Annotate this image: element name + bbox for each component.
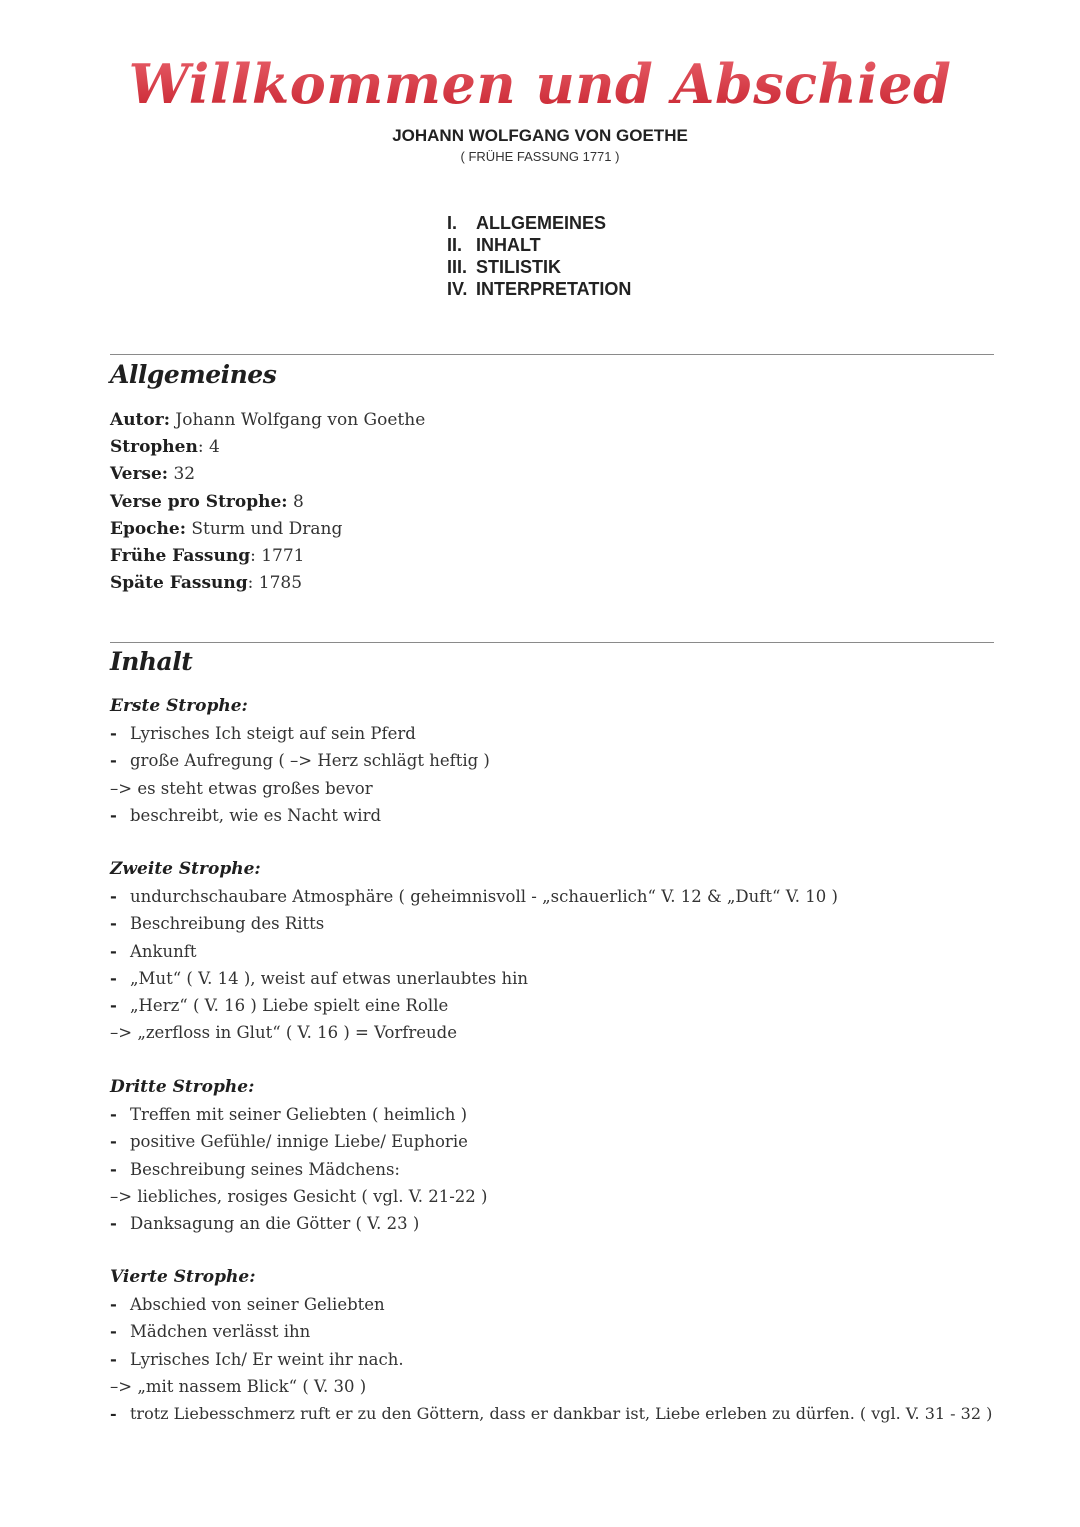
stanza-heading: Vierte Strophe:	[110, 1267, 256, 1287]
list-item: - große Aufregung ( –> Herz schlägt heftig )	[110, 747, 490, 774]
list-item: - Beschreibung des Ritts	[110, 910, 838, 937]
list-item: - Treffen mit seiner Geliebten ( heimlich )	[110, 1101, 488, 1128]
list-item: - Abschied von seiner Geliebten	[110, 1291, 992, 1318]
fact-row: Epoche: Sturm und Drang	[110, 518, 343, 539]
stanza-list	[110, 720, 490, 829]
list-item: –> liebliches, rosiges Gesicht ( vgl. V. 21-22 )	[110, 1186, 488, 1206]
list-item: - Mädchen verlässt ihn	[110, 1318, 992, 1345]
stanza-heading: Dritte Strophe:	[110, 1077, 255, 1097]
list-item: - Beschreibung seines Mädchens:	[110, 1156, 488, 1183]
stanza-list	[110, 1101, 488, 1237]
fact-row: Strophen: 4	[110, 437, 220, 458]
list-item: - trotz Liebesschmerz ruft er zu den Göttern, dass er dankbar ist, Liebe erleben zu dürfen. ( vgl. V. 31 - 32 )	[110, 1400, 992, 1427]
document-title: Willkommen und Abschied	[0, 52, 1080, 116]
fact-row: Autor: Johann Wolfgang von Goethe	[110, 410, 426, 430]
table-of-contents	[447, 212, 631, 300]
stanza-heading: Erste Strophe:	[110, 696, 248, 716]
list-item: - Ankunft	[110, 938, 838, 965]
list-item: - Danksagung an die Götter ( V. 23 )	[110, 1210, 488, 1237]
fact-row: Verse: 32	[110, 464, 196, 485]
list-item: - „Herz“ ( V. 16 ) Liebe spielt eine Rolle	[110, 992, 838, 1019]
list-item: –> es steht etwas großes bevor	[110, 778, 373, 798]
section-title-allgemeines: Allgemeines	[110, 360, 277, 389]
list-item: - Lyrisches Ich/ Er weint ihr nach.	[110, 1346, 992, 1373]
stanza-list	[110, 883, 838, 1046]
facts-list	[110, 407, 425, 597]
fact-row: Verse pro Strophe: 8	[110, 491, 304, 512]
list-item: –> „mit nassem Blick“ ( V. 30 )	[110, 1376, 367, 1396]
list-item: - beschreibt, wie es Nacht wird	[110, 802, 490, 829]
toc-item: IV. INTERPRETATION	[447, 279, 632, 299]
stanza-list	[110, 1291, 992, 1427]
stanza-block	[110, 856, 838, 1046]
list-item: - „Mut“ ( V. 14 ), weist auf etwas unerlaubtes hin	[110, 965, 838, 992]
stanza-heading: Zweite Strophe:	[110, 859, 261, 879]
list-item: - undurchschaubare Atmosphäre ( geheimnisvoll - „schauerlich“ V. 12 & „Duft“ V. 10 )	[110, 883, 838, 910]
toc-item: III. STILISTIK	[447, 257, 561, 277]
stanza-block	[110, 1264, 992, 1427]
stanza-block	[110, 693, 490, 829]
list-item: - positive Gefühle/ innige Liebe/ Euphorie	[110, 1128, 488, 1155]
fact-row: Frühe Fassung: 1771	[110, 546, 305, 567]
fact-row: Späte Fassung: 1785	[110, 573, 303, 594]
section-divider	[110, 642, 994, 643]
toc-item: I. ALLGEMEINES	[447, 213, 607, 233]
toc-item: II. INHALT	[447, 235, 541, 255]
section-divider	[110, 354, 994, 355]
list-item: –> „zerfloss in Glut“ ( V. 16 ) = Vorfreude	[110, 1023, 458, 1043]
stanza-block	[110, 1074, 488, 1237]
author-heading: JOHANN WOLFGANG VON GOETHE	[392, 126, 688, 145]
version-note: ( FRÜHE FASSUNG 1771 )	[460, 149, 620, 164]
section-title-inhalt: Inhalt	[110, 647, 193, 676]
list-item: - Lyrisches Ich steigt auf sein Pferd	[110, 720, 490, 747]
